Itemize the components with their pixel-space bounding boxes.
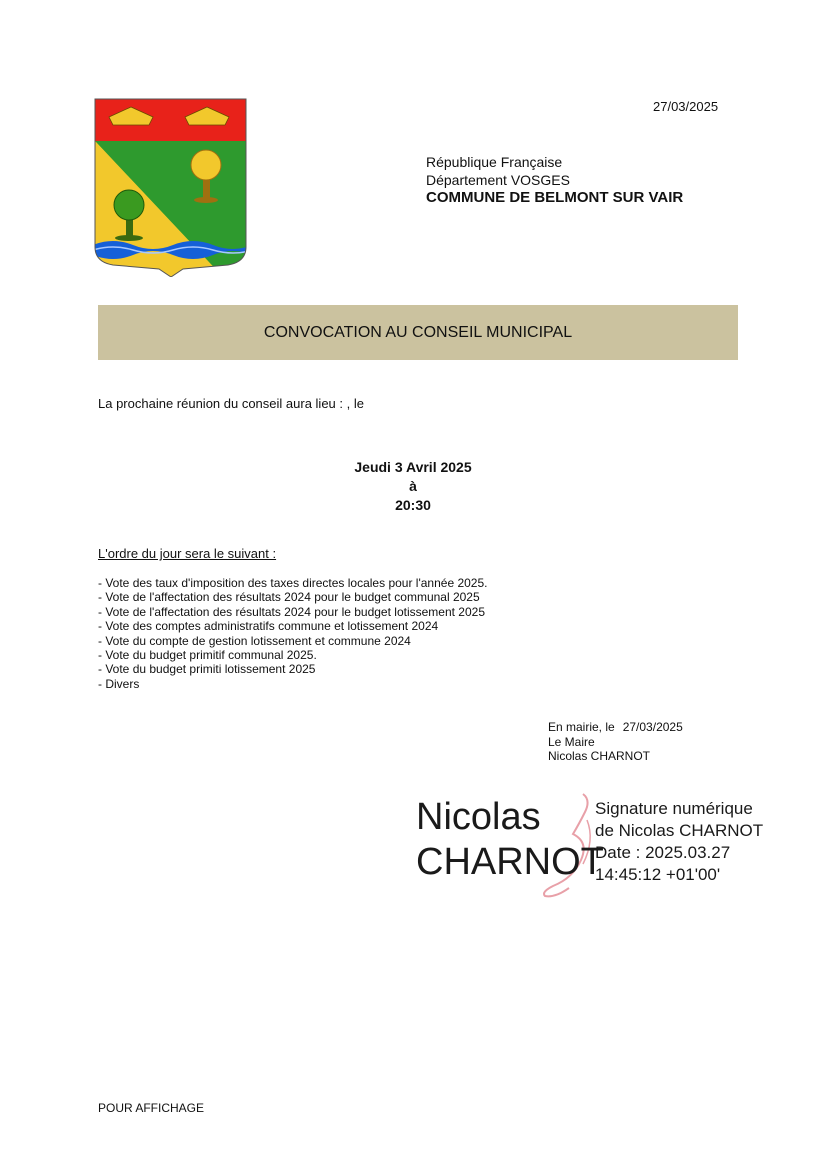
signature-name-first: Nicolas xyxy=(416,796,541,838)
signature-info-label: Signature numérique xyxy=(595,799,753,818)
document-date: 27/03/2025 xyxy=(653,99,719,114)
meeting-block xyxy=(313,458,513,515)
closing-place-date xyxy=(548,720,683,735)
agenda-item: - Vote de l'affectation des résultats 2024 pour le budget lotissement 2025 xyxy=(98,604,485,619)
header-department: Département VOSGES xyxy=(426,172,570,188)
agenda-item: - Vote du budget primiti lotissement 2025 xyxy=(98,662,316,677)
signature-info xyxy=(595,798,763,886)
meeting-day: Jeudi 3 Avril 2025 xyxy=(354,459,472,475)
footer-note: POUR AFFICHAGE xyxy=(98,1101,205,1115)
closing-block xyxy=(548,720,683,764)
agenda-item: - Vote de l'affectation des résultats 2024 pour le budget communal 2025 xyxy=(98,590,480,605)
closing-place: En mairie, le xyxy=(548,720,615,734)
signature-info-signer: de Nicolas CHARNOT xyxy=(595,821,764,840)
banner-title: CONVOCATION AU CONSEIL MUNICIPAL xyxy=(263,323,573,341)
title-banner xyxy=(98,305,738,360)
signature-info-date: Date : 2025.03.27 xyxy=(595,843,731,862)
coat-of-arms-image xyxy=(93,97,248,277)
signature-info-time: 14:45:12 +01'00' xyxy=(595,865,721,884)
meeting-time: 20:30 xyxy=(395,497,431,513)
meeting-at: à xyxy=(409,478,417,494)
header-commune: COMMUNE DE BELMONT SUR VAIR xyxy=(426,189,684,206)
closing-role: Le Maire xyxy=(548,734,595,749)
agenda-item: - Vote du compte de gestion lotissement et commune 2024 xyxy=(98,633,411,648)
signature-name xyxy=(416,795,604,885)
header-block xyxy=(426,153,683,207)
agenda-title: L'ordre du jour sera le suivant : xyxy=(98,546,277,561)
agenda-item: - Divers xyxy=(98,676,140,691)
closing-date: 27/03/2025 xyxy=(622,720,683,734)
header-republic: République Française xyxy=(426,154,563,170)
signature-name-last: CHARNOT xyxy=(416,841,604,883)
agenda-item: - Vote des comptes administratifs commune et lotissement 2024 xyxy=(98,619,439,634)
intro-text: La prochaine réunion du conseil aura lieu : , le xyxy=(98,396,364,411)
agenda-item: - Vote des taux d'imposition des taxes directes locales pour l'année 2025. xyxy=(98,576,488,590)
agenda-list xyxy=(98,576,487,691)
agenda-item: - Vote du budget primitif communal 2025. xyxy=(98,648,317,663)
closing-name: Nicolas CHARNOT xyxy=(548,749,651,764)
